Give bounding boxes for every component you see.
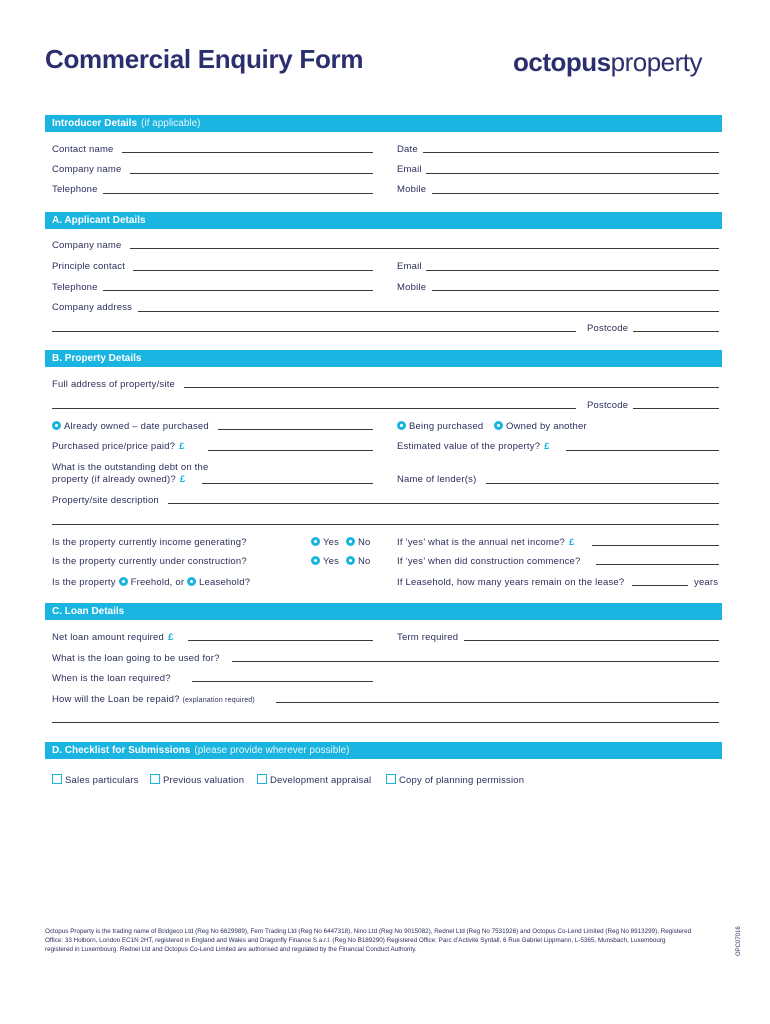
loan-repay-label <box>52 694 255 705</box>
checklist-item-planning-permission[interactable] <box>386 775 524 786</box>
lease-years-field[interactable] <box>632 585 688 586</box>
freehold-radio-icon[interactable] <box>119 577 128 586</box>
owned-by-another-label: Owned by another <box>506 421 587 432</box>
radio-icon[interactable] <box>397 421 406 430</box>
no-label: No <box>358 537 371 548</box>
loan-repay-text: How will the Loan be repaid? <box>52 694 180 705</box>
years-label: years <box>694 577 719 588</box>
applicant-company-address-line-2[interactable] <box>52 331 576 332</box>
income-no-option[interactable] <box>346 537 371 548</box>
octopus-property-logo <box>513 47 702 78</box>
applicant-postcode-label: Postcode <box>587 323 629 334</box>
pound-sign: £ <box>179 474 186 485</box>
applicant-email-field[interactable] <box>426 270 719 271</box>
net-loan-label <box>52 632 174 643</box>
checklist-item-previous-valuation[interactable] <box>150 775 244 786</box>
freehold-label: Freehold, or <box>130 577 185 588</box>
introducer-telephone-field[interactable] <box>103 193 373 194</box>
applicant-postcode-field[interactable] <box>633 331 719 332</box>
introducer-email-label: Email <box>397 164 422 175</box>
income-question: Is the property currently income generating? <box>52 537 247 548</box>
no-label: No <box>358 556 371 567</box>
introducer-company-name-label: Company name <box>52 164 122 175</box>
construction-commence-field[interactable] <box>596 564 719 565</box>
loan-purpose-field[interactable] <box>232 661 719 662</box>
construction-yes-option[interactable] <box>311 556 339 567</box>
description-field[interactable] <box>168 503 719 504</box>
construction-no-option[interactable] <box>346 556 371 567</box>
property-section-header <box>45 350 722 367</box>
being-purchased-option[interactable] <box>397 421 483 432</box>
logo-bold-text: octopus <box>513 47 611 77</box>
applicant-principle-contact-label: Principle contact <box>52 261 126 272</box>
checkbox-icon[interactable] <box>386 774 396 784</box>
estimated-value-label <box>397 441 550 452</box>
lenders-label: Name of lender(s) <box>397 474 477 485</box>
description-label: Property/site description <box>52 495 159 506</box>
outstanding-debt-label-line-2 <box>52 474 185 485</box>
applicant-company-name-label: Company name <box>52 240 122 251</box>
applicant-company-address-label: Company address <box>52 302 133 313</box>
introducer-company-name-field[interactable] <box>130 173 373 174</box>
applicant-heading: A. Applicant Details <box>52 215 146 226</box>
checkbox-icon[interactable] <box>52 774 62 784</box>
checklist-item-label: Sales particulars <box>65 775 139 786</box>
income-yes-option[interactable] <box>311 537 339 548</box>
property-full-address-label: Full address of property/site <box>52 379 176 390</box>
leasehold-label: Leasehold? <box>199 577 251 588</box>
pound-sign: £ <box>168 632 174 643</box>
property-postcode-label: Postcode <box>587 400 629 411</box>
purchase-price-field[interactable] <box>208 450 373 451</box>
already-owned-option[interactable] <box>52 421 209 432</box>
loan-purpose-label: What is the loan going to be used for? <box>52 653 220 664</box>
introducer-heading: Introducer Details <box>52 118 138 129</box>
introducer-date-label: Date <box>397 144 418 155</box>
legal-footer: Octopus Property is the trading name of Bridgeco Ltd (Reg No 6629989), Fern Trading Ltd (Reg No 6447318), Nino Ltd (Reg No 9015082), Rednel Ltd (Reg No 7531926) and Octopus Co-Lend Limited (Reg No 8913299), Registered Office: 33 Holborn, London EC1N 2HT, registered in England and Wales and Dragonfly Finance S.a.r.l. (Reg No B189290) Registered Office: Parc d’Activité Syrdall, 6 Rue Gabriel Lippmann, L-5365, Munsbach, Luxembourg registered in Luxembourg. Rednel Ltd and Octopus Co-Lend Limited are authorised and regulated by the Financial Conduct Authority. <box>45 928 692 953</box>
checkbox-icon[interactable] <box>257 774 267 784</box>
introducer-telephone-label: Telephone <box>52 184 98 195</box>
outstanding-debt-label-line-1: What is the outstanding debt on the <box>52 462 209 473</box>
outstanding-debt-field[interactable] <box>202 483 373 484</box>
checklist-heading: D. Checklist for Submissions <box>52 745 191 756</box>
being-purchased-label: Being purchased <box>409 421 484 432</box>
radio-icon[interactable] <box>494 421 503 430</box>
leasehold-radio-icon[interactable] <box>187 577 196 586</box>
applicant-telephone-label: Telephone <box>52 282 98 293</box>
pound-sign: £ <box>544 441 550 452</box>
checklist-item-label: Copy of planning permission <box>399 775 525 786</box>
description-line-2[interactable] <box>52 524 719 525</box>
checklist-heading-sub: (please provide wherever possible) <box>194 745 350 756</box>
applicant-company-name-field[interactable] <box>130 248 719 249</box>
loan-repay-field[interactable] <box>276 702 719 703</box>
outstanding-debt-text: property (if already owned)? <box>52 474 176 485</box>
introducer-date-field[interactable] <box>423 152 719 153</box>
tenure-label: Is the property <box>52 577 116 588</box>
estimated-value-field[interactable] <box>566 450 719 451</box>
applicant-company-address-field[interactable] <box>138 311 719 312</box>
pound-sign: £ <box>179 441 185 452</box>
page-title: Commercial Enquiry Form <box>45 44 364 74</box>
radio-icon[interactable] <box>311 537 320 546</box>
introducer-contact-name-label: Contact name <box>52 144 114 155</box>
net-loan-text: Net loan amount required <box>52 632 165 643</box>
applicant-principle-contact-field[interactable] <box>133 270 373 271</box>
radio-icon[interactable] <box>346 537 355 546</box>
introducer-mobile-label: Mobile <box>397 184 427 195</box>
term-field[interactable] <box>464 640 719 641</box>
checkbox-icon[interactable] <box>150 774 160 784</box>
purchase-price-text: Purchased price/price paid? <box>52 441 176 452</box>
radio-icon[interactable] <box>311 556 320 565</box>
property-address-line-2[interactable] <box>52 408 576 409</box>
construction-question: Is the property currently under construction? <box>52 556 247 567</box>
pound-sign: £ <box>568 537 575 548</box>
loan-section-header <box>45 603 722 620</box>
radio-icon[interactable] <box>52 421 61 430</box>
lease-years-label: If Leasehold, how many years remain on the lease? <box>397 577 625 588</box>
yes-label: Yes <box>323 537 340 548</box>
purchase-price-label <box>52 441 185 452</box>
applicant-mobile-label: Mobile <box>397 282 427 293</box>
radio-icon[interactable] <box>346 556 355 565</box>
lenders-field[interactable] <box>486 483 719 484</box>
applicant-mobile-field[interactable] <box>432 290 719 291</box>
yes-label: Yes <box>323 556 340 567</box>
tenure-question <box>52 577 250 588</box>
property-postcode-field[interactable] <box>633 408 719 409</box>
loan-when-label: When is the loan required? <box>52 673 171 684</box>
estimated-value-text: Estimated value of the property? <box>397 441 541 452</box>
applicant-email-label: Email <box>397 261 422 272</box>
property-heading: B. Property Details <box>52 353 142 364</box>
checklist-item-sales-particulars[interactable] <box>52 775 139 786</box>
document-reference: OPC07016 <box>736 926 742 956</box>
loan-repay-line-2[interactable] <box>52 722 719 723</box>
loan-repay-note: (explanation required) <box>182 697 255 704</box>
introducer-contact-name-field[interactable] <box>122 152 373 153</box>
applicant-telephone-field[interactable] <box>103 290 373 291</box>
date-purchased-field[interactable] <box>218 429 373 430</box>
logo-light-text: property <box>610 47 702 77</box>
checklist-section-header <box>45 742 722 759</box>
construction-commence-label: If ‘yes’ when did construction commence? <box>397 556 581 567</box>
annual-income-text: If ‘yes’ what is the annual net income? <box>397 537 565 548</box>
applicant-section-header <box>45 212 722 229</box>
term-label: Term required <box>397 632 459 643</box>
checklist-item-development-appraisal[interactable] <box>257 775 371 786</box>
owned-by-another-option[interactable] <box>494 421 587 432</box>
introducer-email-field[interactable] <box>426 173 719 174</box>
property-full-address-field[interactable] <box>184 387 719 388</box>
loan-when-field[interactable] <box>192 681 373 682</box>
net-loan-field[interactable] <box>188 640 373 641</box>
introducer-section-header <box>45 115 722 132</box>
checklist-item-label: Previous valuation <box>163 775 245 786</box>
loan-heading: C. Loan Details <box>52 606 125 617</box>
annual-income-field[interactable] <box>592 545 719 546</box>
already-owned-label: Already owned – date purchased <box>64 421 209 432</box>
checklist-item-label: Development appraisal <box>270 775 372 786</box>
annual-income-label <box>397 537 574 548</box>
introducer-mobile-field[interactable] <box>432 193 719 194</box>
introducer-heading-sub: (if applicable) <box>141 118 201 129</box>
